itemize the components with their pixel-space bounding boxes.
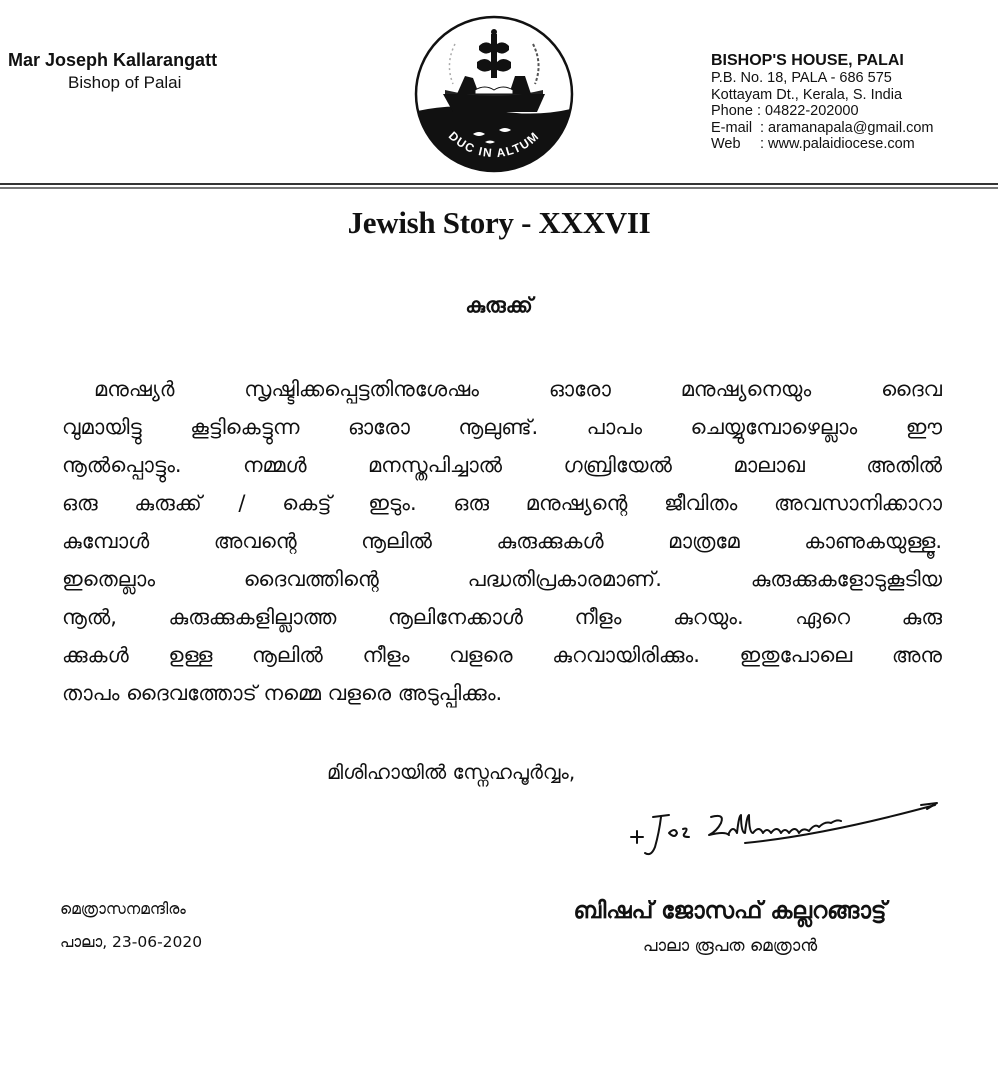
phone-label: Phone xyxy=(711,103,753,119)
email-line xyxy=(711,120,991,137)
body-line: നൂൽപ്പൊട്ടും. നമ്മൾ മനസ്തപിച്ചാൽ ഗബ്രിയേൽ മാലാഖ അതിൽ xyxy=(62,453,942,477)
email-label: E-mail xyxy=(711,119,753,136)
signer-title: പാലാ രൂപത മെത്രാൻ xyxy=(642,936,818,956)
separator-line-bottom xyxy=(0,187,998,189)
diocese-seal-icon xyxy=(413,14,575,174)
place-date-block xyxy=(60,893,202,959)
bishops-house-name: BISHOP'S HOUSE, PALAI xyxy=(711,52,904,69)
letterhead-left xyxy=(8,48,308,94)
document-subtitle: കുരുക്ക് xyxy=(465,293,533,317)
bishop-name: Mar Joseph Kallarangatt xyxy=(8,50,218,70)
body-line: ഇതെല്ലാം ദൈവത്തിന്റെ പദ്ധതിപ്രകാരമാണ്. കുരുക്കുകളോടുകൂടിയ xyxy=(62,567,942,591)
body-line: നൂൽ, കുരുക്കുകളില്ലാത്ത നൂലിനേക്കാൾ നീളം കുറയും. ഏറെ കുരു xyxy=(62,605,942,629)
body-line: വുമായിട്ടു കൂട്ടികെട്ടുന്ന ഓരോ നൂലുണ്ട്. പാപം ചെയ്യുമ്പോഴെല്ലാം ഈ xyxy=(62,415,942,439)
letterhead-right xyxy=(711,51,991,153)
date-line: പാലാ, 23-06-2020 xyxy=(60,933,203,951)
document-title: Jewish Story - XXXVII xyxy=(347,205,651,240)
web-line xyxy=(711,136,991,153)
bishop-title: Bishop of Palai xyxy=(68,73,182,92)
signer-name: ബിഷപ് ജോസഫ് കല്ലറങ്ങാട്ട് xyxy=(573,898,887,924)
svg-text:DUC IN ALTUM: DUC IN ALTUM xyxy=(445,128,543,161)
address-line-1: P.B. No. 18, PALA - 686 575 xyxy=(711,70,892,86)
body-line: ക്കുകൾ ഉള്ള നൂലിൽ നീളം വളരെ കുറവായിരിക്കും. ഇതുപോലെ അനു xyxy=(62,643,942,667)
body-line: താപം ദൈവത്തോട് നമ്മെ വളരെ അടുപ്പിക്കും. xyxy=(62,681,503,705)
phone-value: : 04822-202000 xyxy=(756,103,859,119)
letterhead-separator xyxy=(0,183,998,190)
place-name: മെത്രാസനമന്ദിരം xyxy=(60,900,186,918)
closing-salutation: മിശിഹായിൽ സ്നേഹപൂർവ്വം, xyxy=(327,760,576,784)
address-line-2: Kottayam Dt., Kerala, S. India xyxy=(711,86,903,103)
handwritten-signature xyxy=(625,795,945,865)
web-value: : www.palaidiocese.com xyxy=(760,136,915,152)
web-label: Web xyxy=(711,136,741,152)
body-line: ഒരു കുരുക്ക് / കെട്ട് ഇടും. ഒരു മനുഷ്യന്റെ ജീവിതം അവസാനിക്കാറാ xyxy=(62,491,942,515)
email-value: : aramanapala@gmail.com xyxy=(760,119,934,136)
body-line: കുമ്പോൾ അവന്റെ നൂലിൽ കുരുക്കുകൾ മാത്രമേ കാണുകയുള്ളൂ. xyxy=(62,529,942,553)
separator-line-top xyxy=(0,183,998,185)
body-line: മനുഷ്യർ സൃഷ്ടിക്കപ്പെട്ടതിനുശേഷം ഓരോ മനുഷ്യനെയും ദൈവ xyxy=(94,377,942,401)
body-paragraph xyxy=(62,370,942,712)
phone-line xyxy=(711,103,991,120)
